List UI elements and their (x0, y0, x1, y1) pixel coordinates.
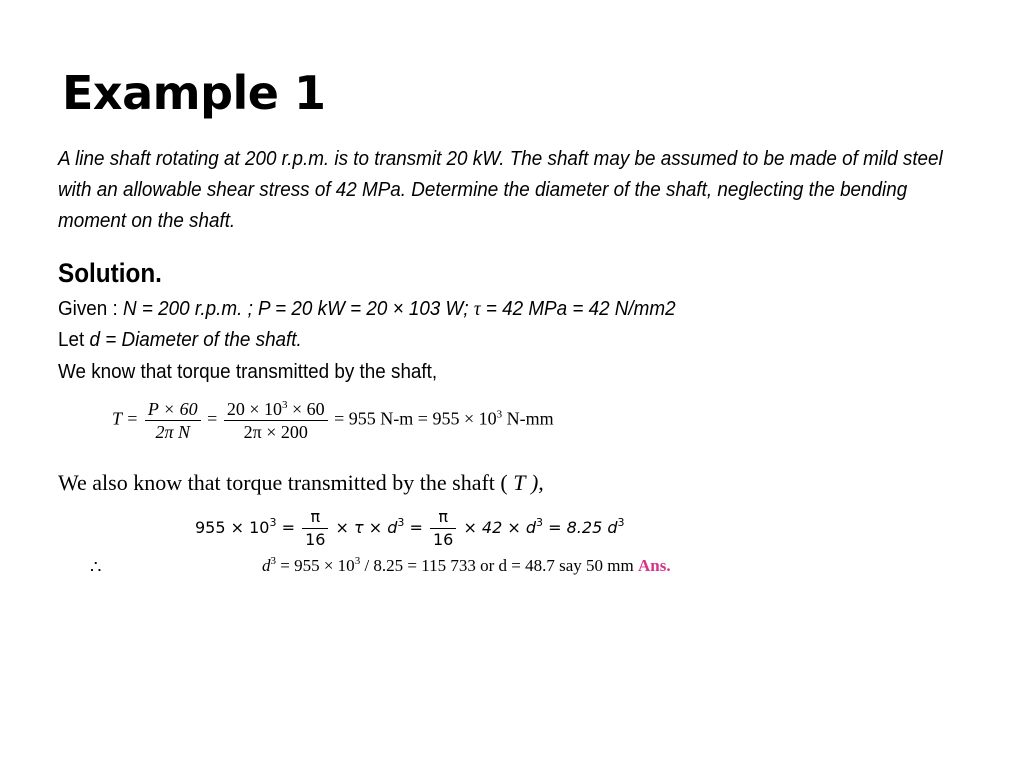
eq2-equals-1: = (281, 518, 295, 537)
eq1-frac2-num-exp: 3 (281, 399, 288, 411)
let-var: d (89, 328, 100, 351)
eq1-lhs: T = (112, 408, 139, 429)
torque-equation (112, 398, 554, 443)
eq3-body-b: / 8.25 = 115 733 or d = 48.7 say 50 mm (364, 556, 634, 575)
also-text: We also know that torque transmitted by the shaft ( (58, 470, 508, 495)
eq2-frac1-den: 16 (305, 530, 326, 549)
also-var: T (513, 470, 526, 495)
eq3-body-a: = 955 × 10 (280, 556, 355, 575)
eq3-lhs-exp: 3 (270, 555, 276, 567)
also-close: ), (530, 470, 544, 495)
given-label: Given : (58, 297, 118, 320)
eq2-equals-2: = (409, 518, 423, 537)
eq3-lhs: d (262, 556, 271, 575)
let-line (58, 328, 302, 352)
eq2-fraction-2 (430, 506, 456, 551)
torque-intro: We know that torque transmitted by the shaft, (58, 360, 438, 383)
problem-statement: A line shaft rotating at 200 r.p.m. is to transmit 20 kW. The shaft may be assumed to be made of mild steel with an allowable shear stress of 42 MPa. Determine the diameter of the shaft, neglecting the bending moment on the shaft. (58, 147, 943, 232)
answer-label: Ans. (637, 556, 671, 575)
eq2-rhs: = 8.25 d (548, 518, 618, 537)
eq2-mid-a: × τ × d (335, 518, 398, 537)
eq1-frac1-num: P × 60 (145, 398, 201, 421)
solution-heading: Solution. (58, 258, 162, 288)
eq2-rhs-exp: 3 (617, 516, 625, 529)
eq2-lhs: 955 × 10 (195, 518, 270, 537)
eq2-mid-exp: 3 (397, 516, 405, 529)
eq2-frac1-num: π (302, 506, 328, 529)
eq1-frac1-den: 2π N (155, 422, 191, 442)
eq2-frac2-den: 16 (432, 530, 454, 549)
given-values: N = 200 r.p.m. ; P = 20 kW = 20 × 103 W; (123, 297, 469, 320)
eq2-frac2-num: π (430, 506, 456, 529)
torque-equation-2 (195, 506, 624, 551)
therefore-symbol: ∴ (90, 557, 102, 577)
tau-symbol: τ (473, 298, 481, 320)
eq2-mid-b-exp: 3 (536, 516, 544, 529)
eq1-fraction-2 (224, 398, 328, 443)
tau-values: = 42 MPa = 42 N/mm2 (485, 297, 676, 320)
let-rest: = Diameter of the shaft. (105, 328, 302, 351)
let-prefix: Let (58, 328, 85, 351)
eq1-frac2-num (224, 398, 328, 421)
eq1-equals: = (207, 408, 218, 429)
eq3-body-exp: 3 (354, 555, 361, 567)
given-line (58, 297, 676, 321)
eq1-frac2-num-base: 20 × 10 (226, 399, 282, 419)
eq1-rhs-exp: 3 (496, 408, 503, 421)
eq1-frac2-den: 2π × 200 (243, 422, 308, 442)
eq1-rhs-b: N-mm (506, 408, 554, 429)
also-line (58, 470, 544, 496)
eq2-lhs-exp: 3 (269, 516, 277, 529)
eq2-mid-b: × 42 × d (463, 518, 537, 537)
diameter-equation (262, 556, 671, 576)
eq1-frac2-num-tail: × 60 (291, 399, 325, 419)
eq1-fraction-1 (145, 398, 201, 443)
eq1-rhs-a: = 955 N-m = 955 × 10 (334, 408, 497, 429)
eq2-fraction-1 (302, 506, 328, 551)
slide-title: Example 1 (62, 66, 326, 120)
